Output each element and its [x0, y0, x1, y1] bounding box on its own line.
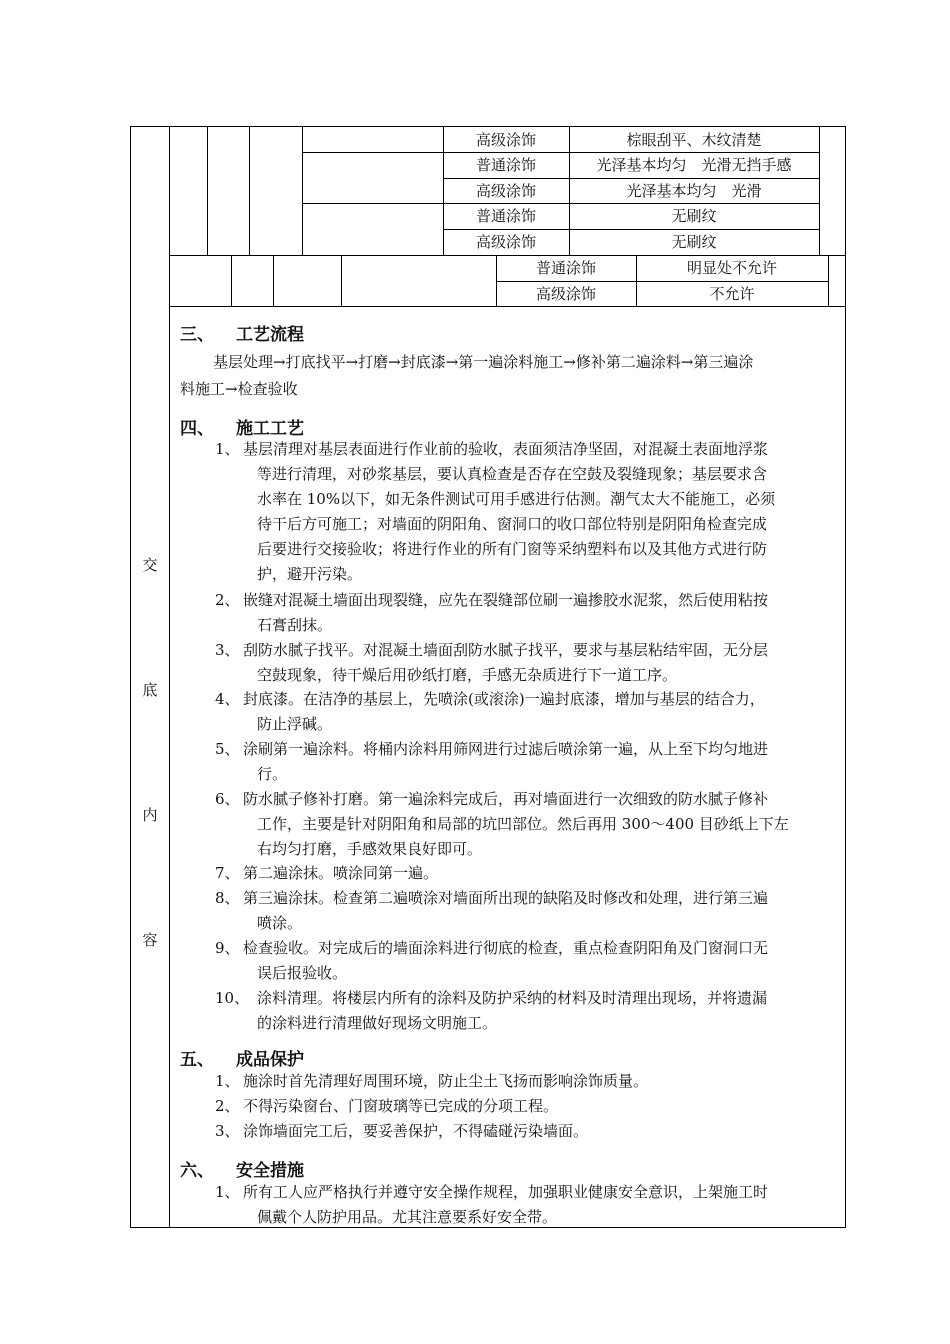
- side-label-char: 底: [142, 681, 158, 699]
- item-text: 工作，主要是针对阴阳角和局部的坑凹部位。然后再用 300～400 目砂纸上下左: [257, 815, 789, 833]
- list-item: [215, 638, 840, 688]
- item-number: 2、: [215, 1097, 240, 1115]
- table-cell-standard: 不允许: [709, 285, 755, 303]
- item-number: 4、: [215, 690, 240, 708]
- table-cell-level: 普通涂饰: [535, 259, 596, 277]
- table-cell-level: 高级涂饰: [475, 131, 536, 149]
- list-item: [215, 588, 840, 638]
- item-text: 空鼓现象，待干燥后用砂纸打磨，手感无杂质进行下一道工序。: [257, 666, 678, 684]
- item-text: 水率在 10%以下，如无条件测试可用手感进行估测。潮气太大不能施工，必须: [257, 490, 776, 508]
- item-text: 检查验收。对完成后的墙面涂料进行彻底的检查，重点检查阴阳角及门窗洞口无: [243, 939, 769, 957]
- item-number: 1、: [215, 1183, 240, 1201]
- item-number: 8、: [215, 889, 240, 907]
- side-label-char: 内: [142, 806, 158, 824]
- item-text: 嵌缝对混凝土墙面出现裂缝，应先在裂缝部位刷一遍掺胶水泥浆，然后使用粘按: [243, 591, 769, 609]
- item-text: 后要进行交接验收；将进行作业的所有门窗等采纳塑料布以及其他方式进行防: [257, 540, 768, 558]
- section-heading: [180, 414, 304, 439]
- list-item: [215, 1180, 840, 1230]
- table-cell-standard: 棕眼刮平、木纹清楚: [626, 131, 762, 149]
- list-item: [215, 1119, 840, 1144]
- section-title: 成品保护: [236, 1050, 304, 1070]
- item-number: 10、: [215, 989, 250, 1007]
- item-text: 所有工人应严格执行并遵守安全操作规程，加强职业健康安全意识，上架施工时: [243, 1183, 769, 1201]
- table-cell-standard: 光泽基本均匀 光滑: [626, 182, 762, 200]
- item-text: 防水腻子修补打磨。第一遍涂料完成后，再对墙面进行一次细致的防水腻子修补: [243, 790, 769, 808]
- section-heading: [180, 1156, 304, 1181]
- table-cell-standard: 无刷纹: [671, 207, 717, 225]
- list-item: [215, 886, 840, 936]
- section-heading: [180, 1045, 304, 1070]
- item-text: 防止浮碱。: [257, 715, 333, 733]
- list-item: [215, 787, 840, 862]
- table-cell-standard: 无刷纹: [671, 233, 717, 251]
- item-text: 等进行清理，对砂浆基层，要认真检查是否存在空鼓及裂缝现象；基层要求含: [257, 465, 768, 483]
- list-item: [215, 737, 840, 787]
- label-column-divider: [169, 126, 170, 1228]
- section-number: 五、: [180, 1050, 214, 1070]
- item-text: 佩戴个人防护用品。尤其注意要系好安全带。: [257, 1208, 558, 1226]
- section-title: 工艺流程: [236, 325, 304, 345]
- item-text: 涂刷第一遍涂料。将桶内涂料用筛网进行过滤后喷涂第一遍，从上至下均匀地进: [243, 740, 769, 758]
- list-item: [215, 936, 840, 986]
- item-text: 石膏刮抹。: [257, 616, 333, 634]
- table-cell-level: 高级涂饰: [535, 285, 596, 303]
- item-number: 5、: [215, 740, 240, 758]
- item-number: 1、: [215, 1072, 240, 1090]
- item-number: 2、: [215, 591, 240, 609]
- item-text: 涂饰墙面完工后，要妥善保护，不得磕碰污染墙面。: [243, 1122, 589, 1140]
- item-text: 护，避开污染。: [257, 565, 363, 583]
- list-item: [215, 437, 840, 587]
- item-text: 第二遍涂抹。喷涂同第一遍。: [243, 864, 439, 882]
- item-text: 涂料清理。将楼层内所有的涂料及防护采纳的材料及时清理出现场，并将遗漏: [257, 989, 768, 1007]
- item-text: 基层清理对基层表面进行作业前的验收，表面须洁净坚固，对混凝土表面地浮浆: [243, 440, 769, 458]
- item-text: 刮防水腻子找平。对混凝土墙面刮防水腻子找平，要求与基层粘结牢固，无分层: [243, 641, 769, 659]
- item-text: 的涂料进行清理做好现场文明施工。: [257, 1014, 498, 1032]
- item-number: 9、: [215, 939, 240, 957]
- table-cell-level: 普通涂饰: [475, 207, 536, 225]
- item-text: 行。: [257, 765, 288, 783]
- item-text: 喷涂。: [257, 914, 303, 932]
- table-cell-level: 高级涂饰: [475, 182, 536, 200]
- item-text: 误后报验收。: [257, 964, 348, 982]
- item-number: 3、: [215, 641, 240, 659]
- item-text: 不得污染窗台、门窗玻璃等已完成的分项工程。: [243, 1097, 559, 1115]
- table-cell-level: 高级涂饰: [475, 233, 536, 251]
- section-title: 安全措施: [236, 1161, 304, 1181]
- item-number: 3、: [215, 1122, 240, 1140]
- table-cell-level: 普通涂饰: [475, 156, 536, 174]
- item-text: 施涂时首先清理好周围环境，防止尘土飞扬而影响涂饰质量。: [243, 1072, 649, 1090]
- section-number: 六、: [180, 1161, 214, 1181]
- item-text: 待干后方可施工；对墙面的阴阳角、窗洞口的收口部位特别是阴阳角检查完成: [257, 515, 768, 533]
- item-text: 封底漆。在洁净的基层上，先喷涂(或滚涂)一遍封底漆，增加与基层的结合力，: [243, 690, 765, 708]
- list-item: [215, 986, 840, 1036]
- table-cell-standard: 明显处不允许: [686, 259, 777, 277]
- list-item: [215, 687, 840, 737]
- item-text: 第三遍涂抹。检查第二遍喷涂对墙面所出现的缺陷及时修改和处理，进行第三遍: [243, 889, 769, 907]
- side-label-char: 交: [142, 556, 158, 574]
- item-number: 7、: [215, 864, 240, 882]
- list-item: [215, 861, 840, 886]
- item-text: 右均匀打磨，手感效果良好即可。: [257, 840, 483, 858]
- list-item: [215, 1069, 840, 1094]
- item-number: 6、: [215, 790, 240, 808]
- section-number: 四、: [180, 419, 214, 439]
- list-item: [215, 1094, 840, 1119]
- table-cell-standard: 光泽基本均匀 光滑无挡手感: [596, 156, 792, 174]
- section-title: 施工工艺: [236, 419, 304, 439]
- section-heading: [180, 320, 304, 345]
- process-flow-line: 料施工→检查验收: [180, 380, 298, 398]
- side-label-char: 容: [142, 931, 158, 949]
- process-flow-line: 基层处理→打底找平→打磨→封底漆→第一遍涂料施工→修补第二遍涂料→第三遍涂: [213, 353, 754, 371]
- section-number: 三、: [180, 325, 214, 345]
- item-number: 1、: [215, 440, 240, 458]
